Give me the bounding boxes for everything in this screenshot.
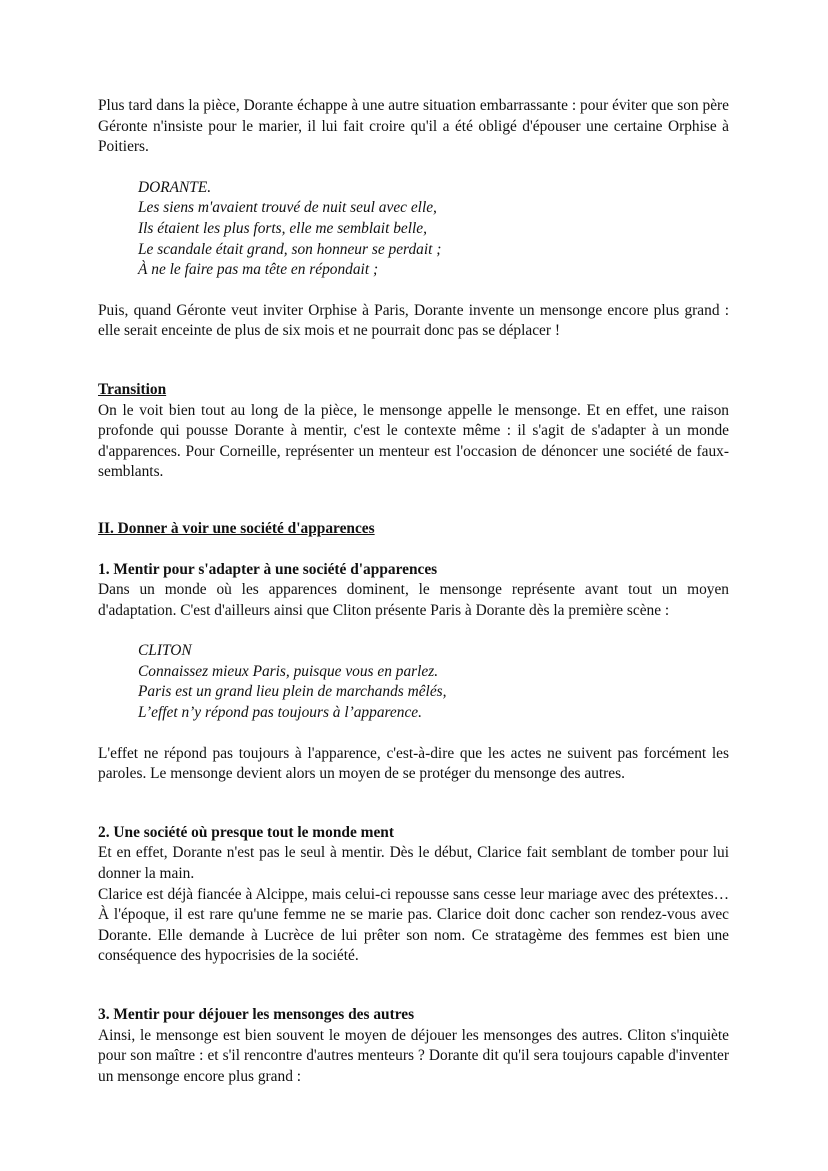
subsection-paragraph-2b: Clarice est déjà fiancée à Alcippe, mais celui-ci repousse sans cesse leur mariage avec des prétextes… À l'époque, il est rare qu'une femme ne se marie pas. Clarice doit donc cacher son rendez-vous avec Dorante. Elle demande à Lucrèce de lui prêter son nom. Ce stratagème des femmes est bien une conséquence des hypocrisies de la société. — [98, 885, 729, 965]
subsection-heading-2: 2. Une société où presque tout le monde ment — [98, 823, 394, 841]
verse-line: Les siens m'avaient trouvé de nuit seul avec elle, — [138, 199, 437, 217]
verse-line: Connaissez mieux Paris, puisque vous en parlez. — [138, 662, 439, 680]
section-heading: II. Donner à voir une société d'apparences — [98, 519, 375, 537]
subsection-heading-3: 3. Mentir pour déjouer les mensonges des autres — [98, 1006, 415, 1023]
paragraph-orphise: Puis, quand Géronte veut inviter Orphise à Paris, Dorante invente un mensonge encore plus grand : elle serait enceinte de plus de six mois et ne pourrait donc pas se déplacer ! — [98, 301, 729, 340]
subsection-paragraph-1: Dans un monde où les apparences dominent, le mensonge représente avant tout un moyen d'adaptation. C'est d'ailleurs ainsi que Cliton présente Paris à Dorante dès la première scène : — [98, 581, 729, 619]
verse-line: Ils étaient les plus forts, elle me semblait belle, — [138, 219, 427, 237]
transition-heading: Transition — [98, 380, 167, 398]
paragraph-apparence: L'effet ne répond pas toujours à l'apparence, c'est-à-dire que les actes ne suivent pas forcément les paroles. Le mensonge devient alors un moyen de se protéger du mensonge des autres. — [98, 744, 729, 783]
subsection-paragraph-2a: Et en effet, Dorante n'est pas le seul à mentir. Dès le début, Clarice fait semblant de tomber pour lui donner la main. — [98, 844, 729, 883]
subsection-heading-1: 1. Mentir pour s'adapter à une société d'apparences — [98, 560, 438, 578]
verse-quote-dorante — [138, 178, 729, 281]
verse-line: Paris est un grand lieu plein de marchands mêlés, — [138, 683, 447, 701]
subsection-paragraph-3: Ainsi, le mensonge est bien souvent le moyen de déjouer les mensonges des autres. Cliton s'inquiète pour son maître : et s'il rencontre d'autres menteurs ? Dorante dit qu'il sera toujours capable d'inventer un mensonge encore plus grand : — [98, 1026, 729, 1085]
verse-line: Le scandale était grand, son honneur se perdait ; — [138, 240, 442, 258]
verse-line: L’effet n’y répond pas toujours à l’apparence. — [138, 704, 422, 722]
document-page — [98, 96, 729, 1087]
verse-quote-cliton — [138, 641, 729, 723]
transition-paragraph: On le voit bien tout au long de la pièce, le mensonge appelle le mensonge. Et en effet, une raison profonde qui pousse Dorante à mentir, c'est le contexte même : il s'agit de s'adapter à un monde d'apparences. Pour Corneille, représenter un menteur est l'occasion de dénoncer une société de faux-semblants. — [98, 401, 729, 481]
verse-speaker: DORANTE. — [138, 178, 212, 196]
verse-line: À ne le faire pas ma tête en répondait ; — [138, 261, 379, 279]
paragraph-intro: Plus tard dans la pièce, Dorante échappe à une autre situation embarrassante : pour éviter que son père Géronte n'insiste pour le marier, il lui fait croire qu'il a été obligé d'épouser une certaine Orphise à Poitiers. — [98, 97, 729, 156]
verse-speaker: CLITON — [138, 642, 192, 660]
